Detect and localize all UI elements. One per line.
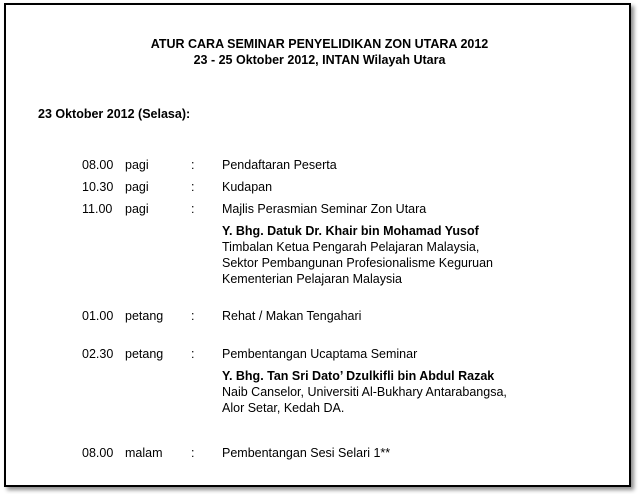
schedule-time: 02.30 [82, 347, 114, 361]
schedule-time: 10.30 [82, 180, 114, 194]
document-title: ATUR CARA SEMINAR PENYELIDIKAN ZON UTARA 2012 [150, 37, 489, 51]
schedule-colon: : [191, 158, 195, 172]
schedule-time: 01.00 [82, 309, 114, 323]
schedule-period: malam [125, 446, 163, 460]
schedule-period: petang [125, 309, 164, 323]
schedule-time: 11.00 [82, 202, 113, 216]
schedule-time: 08.00 [82, 158, 114, 172]
schedule-colon: : [191, 202, 195, 216]
speaker-detail-line: Alor Setar, Kedah DA. [222, 401, 345, 415]
speaker-block [222, 368, 507, 416]
schedule-colon: : [191, 180, 195, 194]
speaker-detail-line: Kementerian Pelajaran Malaysia [222, 272, 402, 286]
schedule-time: 08.00 [82, 446, 114, 460]
schedule-event: Pendaftaran Peserta [222, 158, 337, 172]
schedule-event: Pembentangan Ucaptama Seminar [222, 347, 418, 361]
schedule-colon: : [191, 309, 195, 323]
schedule-period: petang [125, 347, 164, 361]
speaker-detail-line: Timbalan Ketua Pengarah Pelajaran Malaysia, [222, 240, 480, 254]
document-subtitle: 23 - 25 Oktober 2012, INTAN Wilayah Utara [193, 53, 446, 67]
schedule-colon: : [191, 446, 195, 460]
schedule-event: Majlis Perasmian Seminar Zon Utara [222, 202, 427, 216]
schedule-period: pagi [125, 180, 149, 194]
speaker-name: Y. Bhg. Tan Sri Dato’ Dzulkifli bin Abdul Razak [222, 369, 495, 383]
schedule-colon: : [191, 347, 195, 361]
schedule-event: Kudapan [222, 180, 273, 194]
day-heading: 23 Oktober 2012 (Selasa): [38, 107, 191, 121]
speaker-detail-line: Sektor Pembangunan Profesionalisme Keguruan [222, 256, 494, 270]
schedule-period: pagi [125, 158, 149, 172]
speaker-detail-line: Naib Canselor, Universiti Al-Bukhary Antarabangsa, [222, 385, 507, 399]
schedule-event: Pembentangan Sesi Selari 1** [222, 446, 391, 460]
schedule-event: Rehat / Makan Tengahari [222, 309, 362, 323]
speaker-name: Y. Bhg. Datuk Dr. Khair bin Mohamad Yusof [222, 224, 479, 238]
schedule-period: pagi [125, 202, 149, 216]
speaker-block [222, 223, 493, 287]
